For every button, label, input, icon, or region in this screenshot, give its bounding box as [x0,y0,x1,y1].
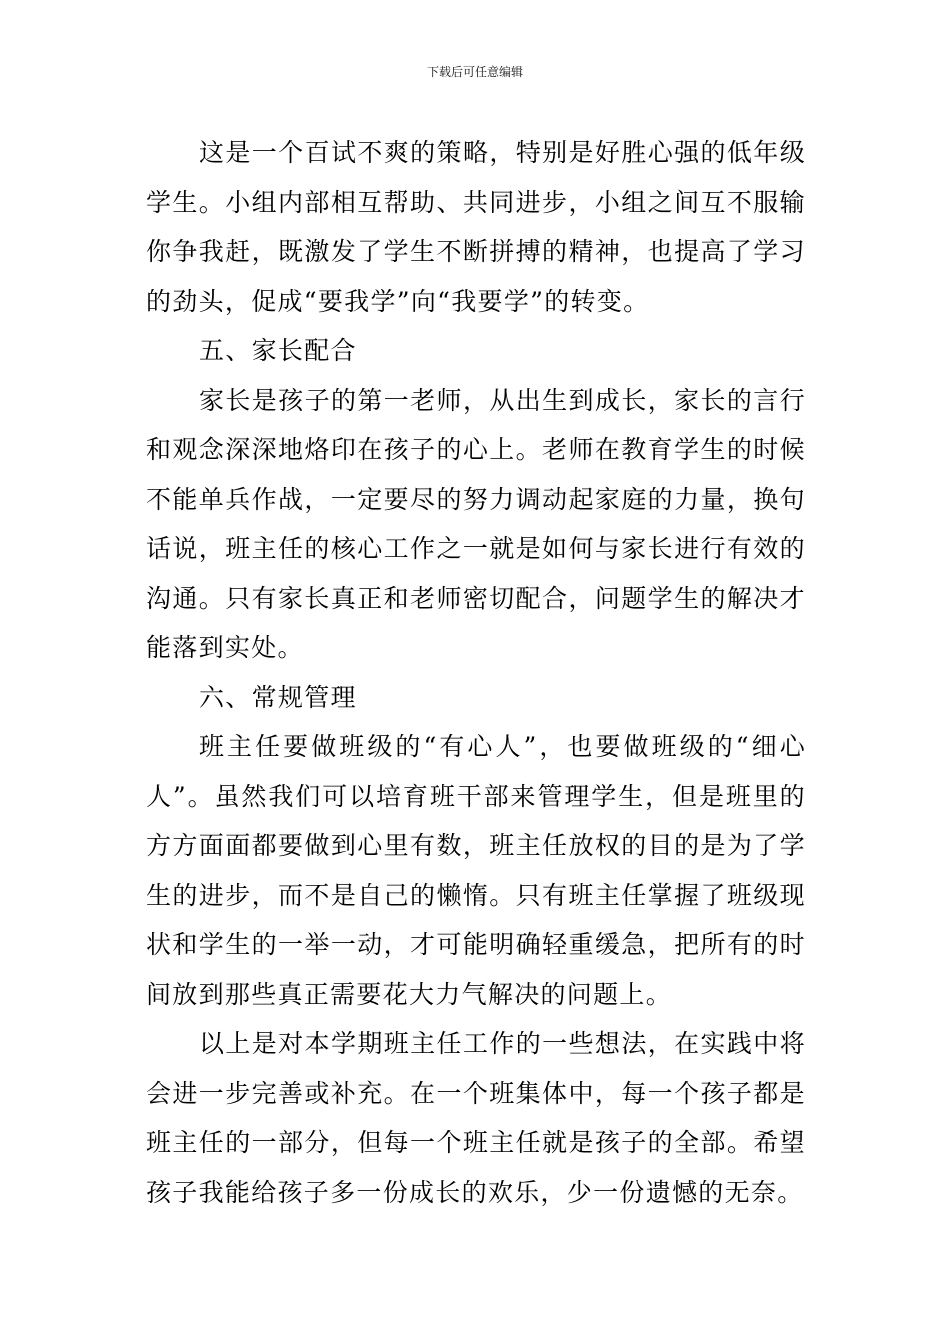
document-body [146,128,806,1217]
section-heading-routine: 六、常规管理 [199,682,357,712]
paragraph-strategy: 这是一个百试不爽的策略，特别是好胜心强的低年级学生。小组内部相互帮助、共同进步，小组之间互不服输你争我赶，既激发了学生不断拼搏的精神，也提高了学习的劲头，促成“要我学”向“我要学”的转变。 [146,138,806,316]
page-header: 下载后可任意编辑 [426,65,523,79]
paragraph-routine: 班主任要做班级的“有心人”，也要做班级的“细心人”。虽然我们可以培育班干部来管理学生，但是班里的方方面面都要做到心里有数，班主任放权的目的是为了学生的进步，而不是自己的懒惰。只有班主任掌握了班级现状和学生的一举一动，才可能明确轻重缓急，把所有的时间放到那些真正需要花大力气解决的问题上。 [146,732,806,1009]
section-heading-parents: 五、家长配合 [199,336,357,365]
paragraph-parents: 家长是孩子的第一老师，从出生到成长，家长的言行和观念深深地烙印在孩子的心上。老师在教育学生的时候不能单兵作战，一定要尽的努力调动起家庭的力量，换句话说，班主任的核心工作之一就是如何与家长进行有效的沟通。只有家长真正和老师密切配合，问题学生的解决才能落到实处。 [146,385,806,662]
paragraph-conclusion: 以上是对本学期班主任工作的一些想法，在实践中将会进一步完善或补充。在一个班集体中，每一个孩子都是班主任的一部分，但每一个班主任就是孩子的全部。希望孩子我能给孩子多一份成长的欢乐，少一份遗憾的无奈。 [146,1029,806,1207]
